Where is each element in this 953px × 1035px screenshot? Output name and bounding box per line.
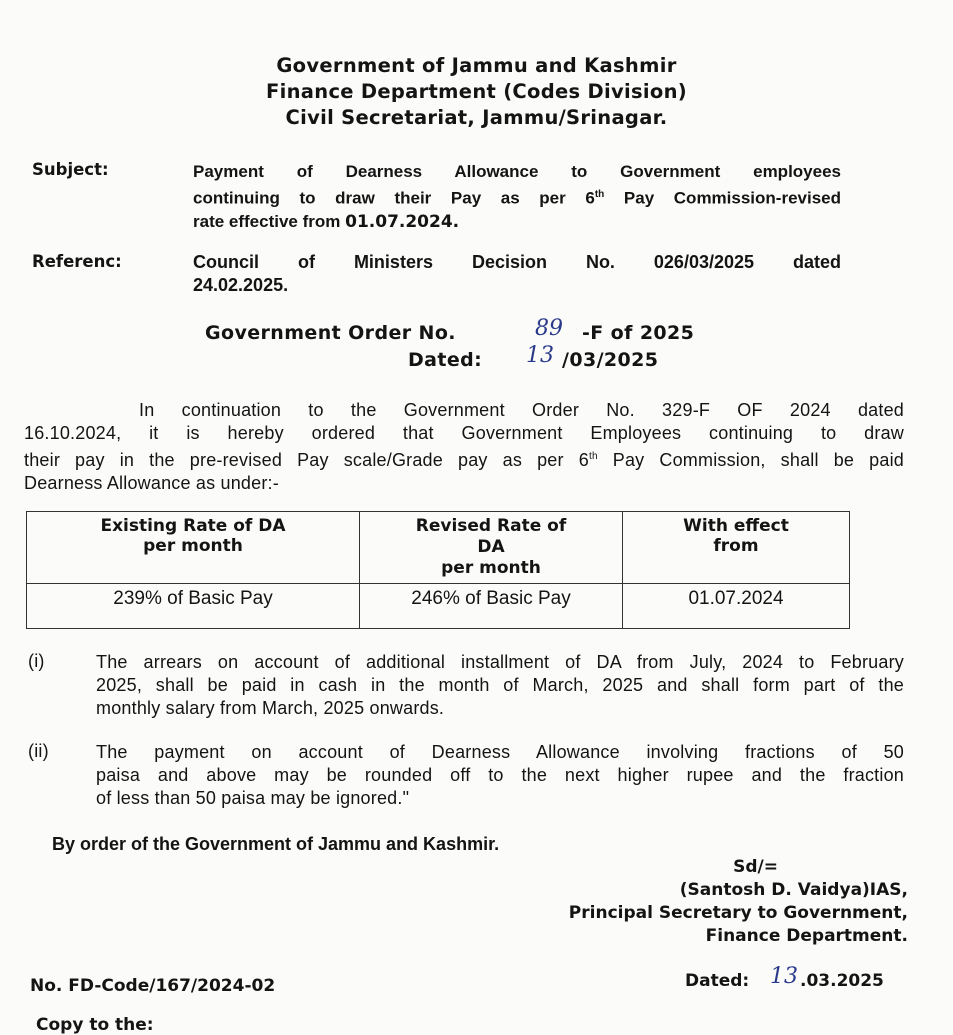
footer-reference-number: No. FD-Code/167/2024-02 — [30, 976, 276, 996]
footer-day-handwritten: 13 — [770, 964, 798, 989]
header-line-2: Finance Department (Codes Division) — [266, 80, 687, 103]
body-line-3: their pay in the pre-revised Pay scale/Grade pay as per 6th Pay Commission, shall be paid — [24, 450, 904, 470]
subject-line-1: Payment of Dearness Allowance to Government employees — [193, 162, 841, 181]
da-rate-table — [26, 511, 850, 629]
footer-date-suffix: .03.2025 — [800, 971, 884, 991]
body-line-4: Dearness Allowance as under:- — [24, 473, 279, 493]
table-header-row — [27, 512, 850, 584]
order-date-suffix: /03/2025 — [562, 349, 659, 371]
subject-label: Subject: — [32, 160, 109, 179]
clause-1-marker: (i) — [28, 651, 45, 671]
subject-text — [193, 160, 841, 234]
reference-line-2: 24.02.2025. — [193, 275, 289, 295]
body-line-2: 16.10.2024, it is hereby ordered that Government Employees continuing to draw — [24, 423, 904, 443]
table-row — [27, 584, 850, 629]
cell-revised-rate: 246% of Basic Pay — [360, 584, 623, 629]
header-line-1: Government of Jammu and Kashmir — [276, 54, 677, 77]
order-number-suffix: -F of 2025 — [582, 322, 695, 344]
clause-1-text: The arrears on account of additional installment of DA from July, 2024 to February 2025, shall be paid in cash in the month of March, 2025 and shall form part of the monthly salary from March, 2025 onwards. — [96, 652, 904, 718]
order-title: Government Order No. — [205, 322, 456, 344]
order-day-handwritten: 13 — [526, 343, 554, 368]
reference-text — [193, 251, 841, 297]
clause-2-marker: (ii) — [28, 741, 49, 761]
body-paragraph — [24, 399, 904, 495]
body-line-1: In continuation to the Government Order No. 329-F OF 2024 dated — [139, 400, 904, 420]
header-existing-rate: Existing Rate of DA per month — [27, 512, 360, 584]
signatory-department: Finance Department. — [705, 926, 908, 946]
signatory-designation: Principal Secretary to Government, — [568, 903, 908, 923]
reference-label: Referenc: — [32, 252, 122, 271]
header-effect-from: With effect from — [623, 512, 850, 584]
cell-effect-date: 01.07.2024 — [623, 584, 850, 629]
order-dated-label: Dated: — [408, 349, 483, 371]
by-order-line: By order of the Government of Jammu and Kashmir. — [52, 834, 500, 854]
clause-2-text: The payment on account of Dearness Allowance involving fractions of 50 paisa and above may be rounded off to the next higher rupee and the fraction of less than 50 paisa may be ignored." — [96, 742, 904, 808]
signatory-name: (Santosh D. Vaidya)IAS, — [679, 880, 908, 900]
copy-to-label: Copy to the: — [36, 1015, 154, 1035]
sd-mark: Sd/= — [733, 857, 778, 877]
order-number-handwritten: 89 — [535, 316, 563, 341]
footer-dated-label: Dated: — [685, 971, 750, 991]
cell-existing-rate: 239% of Basic Pay — [27, 584, 360, 629]
reference-line-1: Council of Ministers Decision No. 026/03/2025 dated — [193, 252, 841, 272]
header-revised-rate: Revised Rate of DA per month — [360, 512, 623, 584]
header-line-3: Civil Secretariat, Jammu/Srinagar. — [285, 106, 668, 129]
subject-line-3: rate effective from 01.07.2024. — [193, 211, 460, 232]
subject-line-2: continuing to draw their Pay as per 6th Pay Commission-revised — [193, 188, 842, 208]
